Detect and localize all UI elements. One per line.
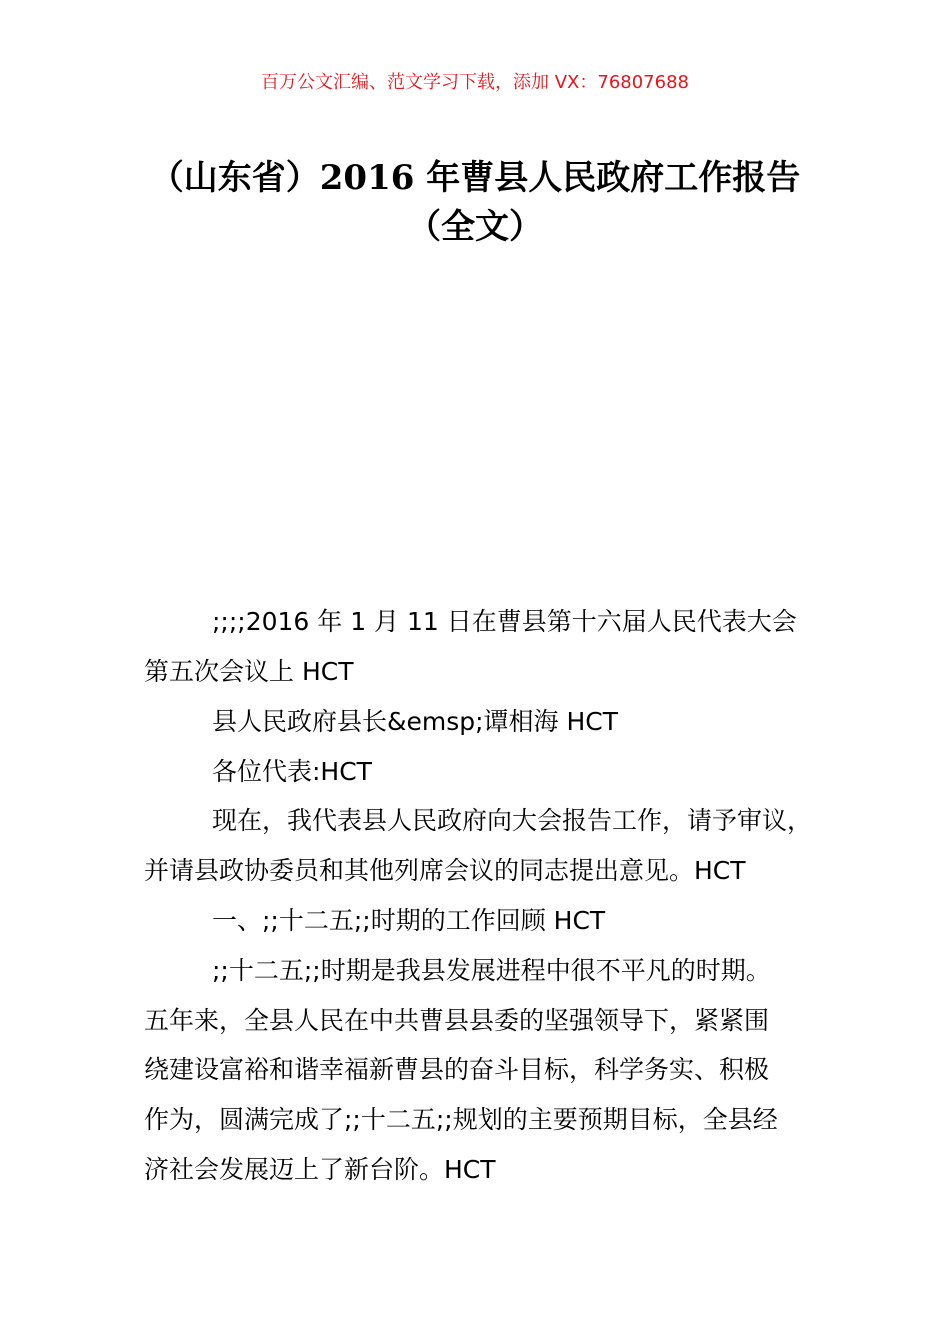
document-title-line-1: （山东省）2016 年曹县人民政府工作报告: [149, 158, 801, 198]
body-line: 济社会发展迈上了新台阶。HCT: [144, 1155, 496, 1184]
body-line: 绕建设富裕和谐幸福新曹县的奋斗目标，科学务实、积极: [144, 1055, 770, 1084]
body-line: 作为，圆满完成了;;十二五;;规划的主要预期目标，全县经: [144, 1105, 778, 1134]
body-line: 五年来，全县人民在中共曹县县委的坚强领导下，紧紧围: [144, 1006, 770, 1035]
document-title-line-2: （全文）: [407, 207, 543, 247]
body-line: ;;;;2016 年 1 月 11 日在曹县第十六届人民代表大会: [212, 607, 797, 636]
body-line: 各位代表:HCT: [212, 757, 372, 786]
body-line: 并请县政协委员和其他列席会议的同志提出意见。HCT: [144, 856, 746, 885]
body-line: ;;十二五;;时期是我县发展进程中很不平凡的时期。: [212, 956, 771, 985]
body-line: 第五次会议上 HCT: [144, 657, 354, 686]
body-line: 现在，我代表县人民政府向大会报告工作，请予审议，: [212, 806, 813, 835]
body-line: 县人民政府县长&emsp;谭相海 HCT: [212, 707, 619, 736]
watermark-header: 百万公文汇编、范文学习下载，添加 VX：76807688: [261, 72, 689, 93]
body-line: 一、;;十二五;;时期的工作回顾 HCT: [212, 906, 606, 935]
